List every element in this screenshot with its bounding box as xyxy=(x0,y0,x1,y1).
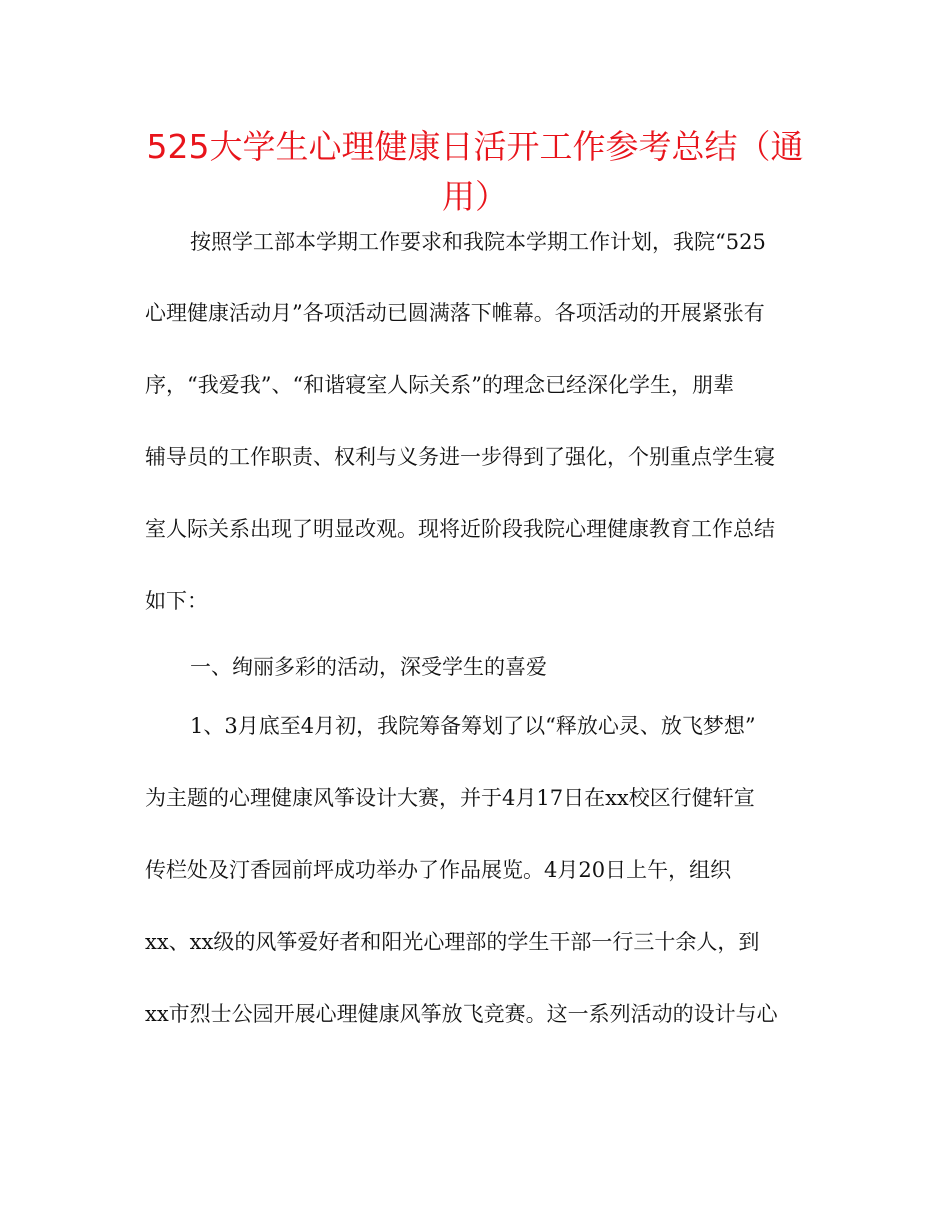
paragraph-line: 室人际关系出现了明显改观。现将近阶段我院心理健康教育工作总结 xyxy=(145,517,775,541)
paragraph-line: xx、xx级的风筝爱好者和阳光心理部的学生干部一行三十余人，到 xyxy=(145,930,760,954)
paragraph-line: 为主题的心理健康风筝设计大赛，并于4月17日在xx校区行健轩宣 xyxy=(145,786,755,810)
paragraph-line: 序，“我爱我”、“和谐寝室人际关系”的理念已经深化学生，朋辈 xyxy=(145,373,734,397)
section-heading: 一、绚丽多彩的活动，深受学生的喜爱 xyxy=(190,655,547,679)
paragraph-line: 辅导员的工作职责、权利与义务进一步得到了强化，个别重点学生寝 xyxy=(145,445,775,469)
paragraph-line: 传栏处及汀香园前坪成功举办了作品展览。4月20日上午，组织 xyxy=(145,858,732,882)
document-title: 525大学生心理健康日活开工作参考总结（通用） xyxy=(146,127,804,216)
paragraph-line: 1、3月底至4月初，我院筹备筹划了以“释放心灵、放飞梦想” xyxy=(190,714,756,738)
paragraph-line: 按照学工部本学期工作要求和我院本学期工作计划，我院“525 xyxy=(190,230,766,254)
paragraph-line: 如下： xyxy=(145,589,208,613)
paragraph-line: 心理健康活动月”各项活动已圆满落下帷幕。各项活动的开展紧张有 xyxy=(145,301,765,325)
paragraph-line: xx市烈士公园开展心理健康风筝放飞竞赛。这一系列活动的设计与心 xyxy=(145,1002,778,1026)
